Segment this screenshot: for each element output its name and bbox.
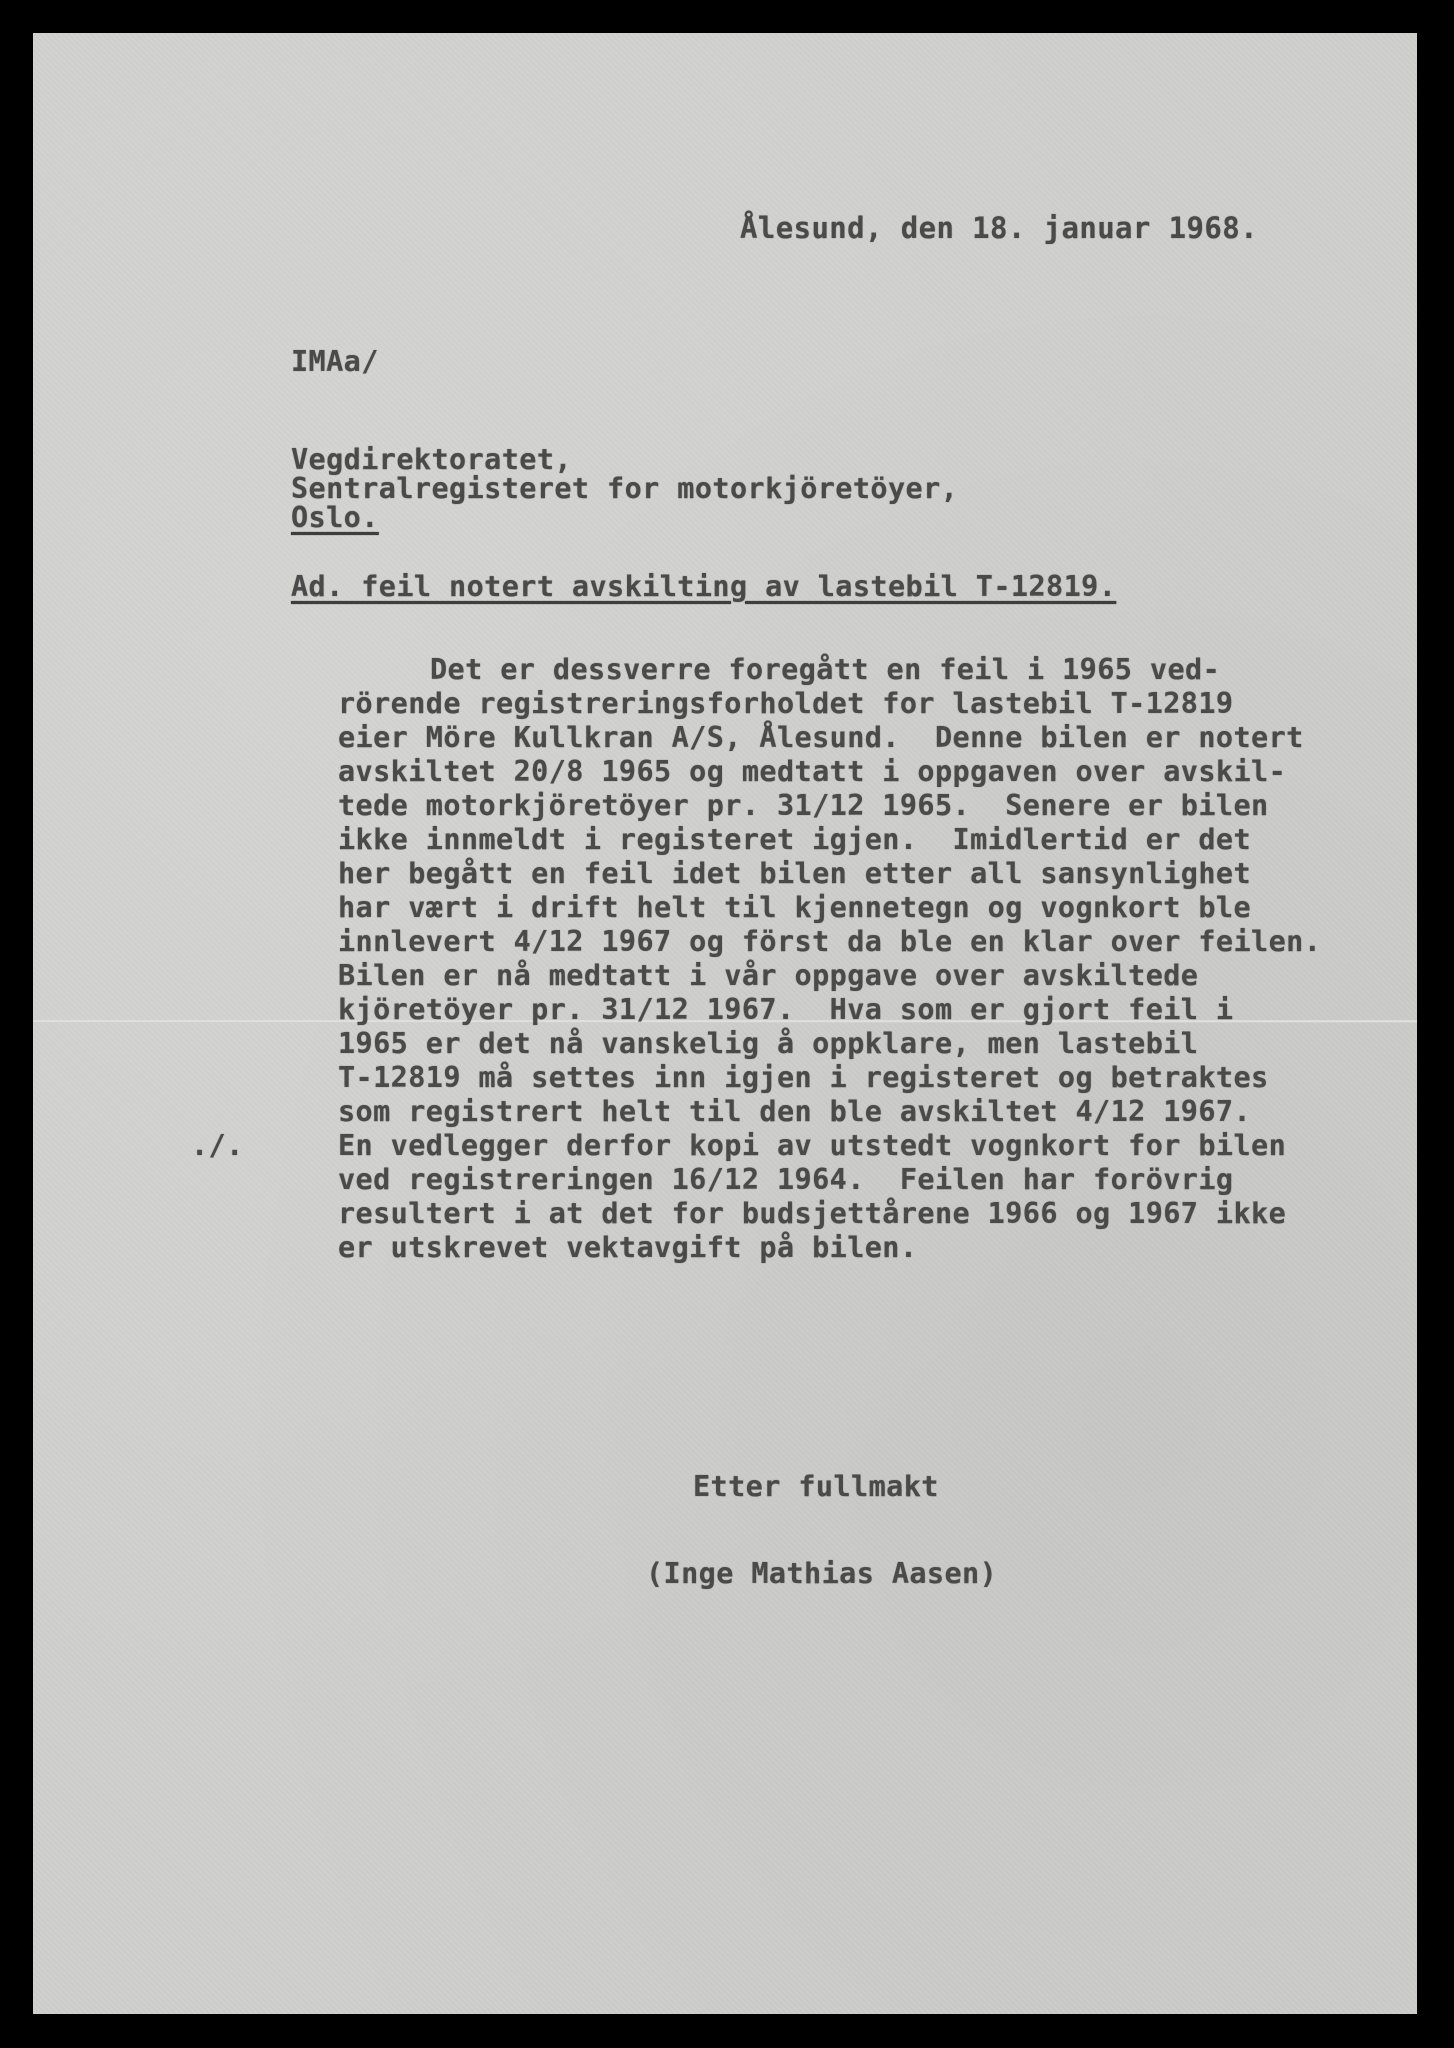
body-line: 1965 er det nå vanskelig å oppklare, men lastebil [338,1027,1199,1060]
body-line: Det er dessverre foregått en feil i 1965 ved- [430,653,1221,686]
body-line: her begått en feil idet bilen etter all sansynlighet [338,857,1252,890]
body-line: ved registreringen 16/12 1964. Feilen har forövrig [338,1163,1234,1196]
body-line: har vært i drift helt til kjennetegn og vognkort ble [338,891,1252,924]
body-line: T-12819 må settes inn igjen i registeret og betraktes [338,1061,1269,1094]
subject-line: Ad. feil notert avskilting av lastebil T-12819. [291,570,1117,603]
signature: (Inge Mathias Aasen) [646,1557,998,1590]
recipient-line-2: Sentralregisteret for motorkjöretöyer, [291,472,959,505]
body-line: avskiltet 20/8 1965 og medtatt i oppgaven over avskil- [338,755,1287,788]
body-line: innlevert 4/12 1967 og först da ble en klar over feilen. [338,925,1322,958]
body-line: ikke innmeldt i registeret igjen. Imidlertid er det [338,823,1252,856]
body-line: rörende registreringsforholdet for lastebil T-12819 [338,687,1234,720]
recipient-line-1: Vegdirektoratet, [291,443,572,476]
closing: Etter fullmakt [693,1470,939,1503]
recipient-line-3: Oslo. [291,501,379,534]
body-line: eier Möre Kullkran A/S, Ålesund. Denne bilen er notert [338,721,1304,754]
body-line: Bilen er nå medtatt i vår oppgave over avskiltede [338,959,1199,992]
body-line: resultert i at det for budsjettårene 1966 og 1967 ikke [338,1197,1287,1230]
body-line: som registrert helt til den ble avskiltet 4/12 1967. [338,1095,1252,1128]
place-date: Ålesund, den 18. januar 1968. [740,211,1258,245]
reference-code: IMAa/ [291,345,379,378]
body-line: er utskrevet vektavgift på bilen. [338,1231,918,1264]
body-line: kjöretöyer pr. 31/12 1967. Hva som er gjort feil i [338,993,1234,1026]
body-line: tede motorkjöretöyer pr. 31/12 1965. Senere er bilen [338,789,1269,822]
enclosure-marker: ./. [191,1129,244,1162]
body-line: En vedlegger derfor kopi av utstedt vognkort for bilen [338,1129,1287,1162]
letter-page [33,33,1417,2014]
